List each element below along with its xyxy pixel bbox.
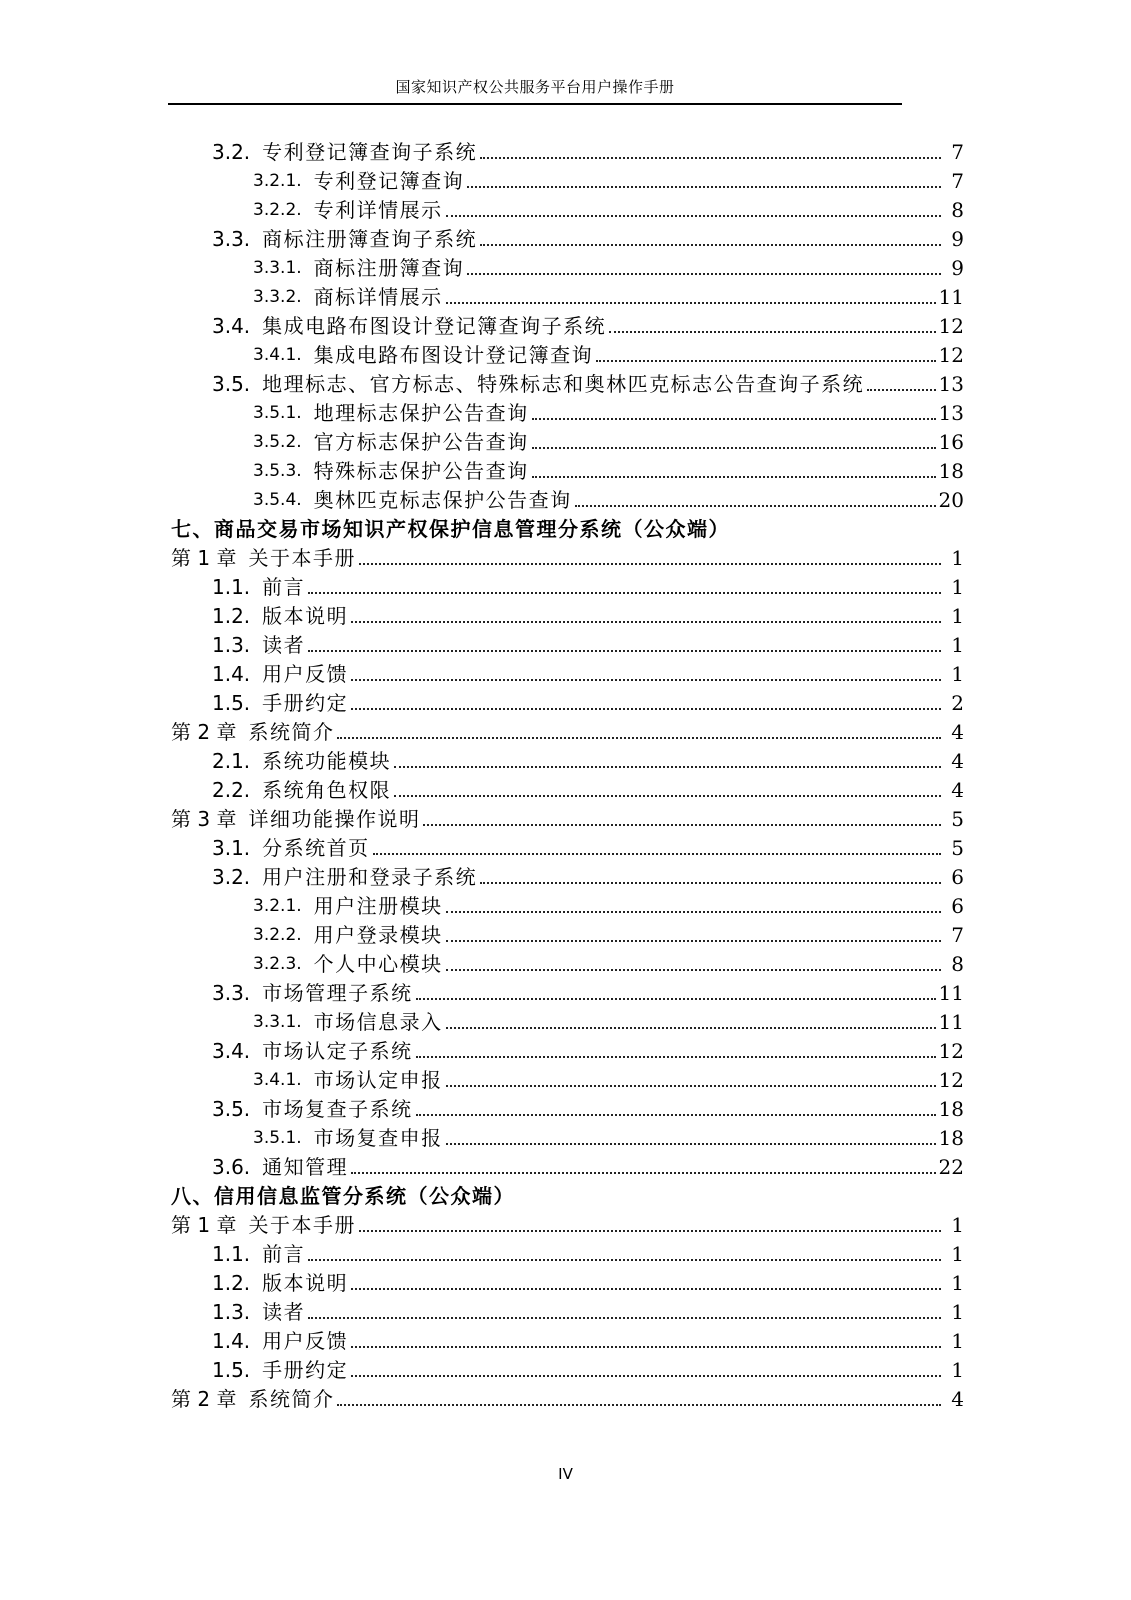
toc-entry-number: 1.3. — [212, 633, 251, 657]
toc-entry-title: 专利详情展示 — [313, 198, 443, 222]
toc-entry-page: 8 — [951, 198, 964, 222]
toc-entry-page: 4 — [951, 1387, 964, 1411]
toc-dot-leader — [337, 1404, 941, 1406]
toc-entry-title: 用户反馈 — [262, 1329, 349, 1353]
toc-entry-number: 1.4. — [212, 662, 251, 686]
page-header: 国家知识产权公共服务平台用户操作手册 — [395, 78, 675, 96]
toc-dot-leader — [446, 215, 941, 217]
toc-entry[interactable] — [253, 1124, 964, 1153]
toc-entry[interactable] — [212, 1153, 964, 1182]
toc-dot-leader — [467, 186, 941, 188]
toc-entry[interactable] — [212, 660, 964, 689]
toc-entry-number: 1.1. — [212, 575, 251, 599]
toc-entry[interactable] — [171, 544, 964, 573]
toc-entry-page: 1 — [951, 546, 964, 570]
toc-entry[interactable] — [212, 979, 964, 1008]
toc-entry-number: 3.5.3. — [253, 461, 302, 481]
toc-entry[interactable] — [212, 1327, 964, 1356]
toc-entry-page: 11 — [938, 981, 964, 1005]
toc-entry-title: 商标注册簿查询 — [313, 256, 465, 280]
toc-entry-title: 市场认定申报 — [313, 1068, 443, 1092]
toc-entry-title: 用户登录模块 — [313, 923, 443, 947]
toc-dot-leader — [446, 911, 941, 913]
toc-entry-page: 18 — [938, 1126, 964, 1150]
toc-entry-title: 版本说明 — [262, 604, 349, 628]
toc-entry-title: 市场复查申报 — [313, 1126, 443, 1150]
toc-dot-leader — [446, 1027, 936, 1029]
toc-entry[interactable] — [212, 602, 964, 631]
toc-part-heading[interactable] — [171, 1182, 964, 1211]
toc-entry-number: 3.4.1. — [253, 345, 302, 365]
toc-entry-title: 用户反馈 — [262, 662, 349, 686]
toc-dot-leader — [351, 679, 941, 681]
toc-entry-number: 1.4. — [212, 1329, 251, 1353]
toc-entry-number: 3.3.1. — [253, 258, 302, 278]
toc-entry[interactable] — [212, 1298, 964, 1327]
toc-entry-page: 8 — [951, 952, 964, 976]
toc-dot-leader — [575, 505, 936, 507]
toc-entry-number: 3.4. — [212, 314, 251, 338]
toc-dot-leader — [532, 447, 936, 449]
toc-entry-number: 第 3 章 — [171, 807, 237, 831]
toc-entry[interactable] — [253, 1066, 964, 1095]
toc-dot-leader — [446, 302, 936, 304]
toc-entry-title: 市场复查子系统 — [262, 1097, 413, 1121]
toc-entry-page: 1 — [951, 1358, 964, 1382]
toc-entry-number: 3.3. — [212, 981, 251, 1005]
toc-entry-page: 18 — [938, 1097, 964, 1121]
toc-entry[interactable] — [212, 776, 964, 805]
toc-entry[interactable] — [253, 950, 964, 979]
toc-entry-page: 13 — [938, 372, 964, 396]
toc-entry-number: 3.4.1. — [253, 1070, 302, 1090]
toc-entry[interactable] — [171, 1385, 964, 1414]
toc-entry[interactable] — [212, 1037, 964, 1066]
toc-dot-leader — [351, 1375, 941, 1377]
toc-entry-number: 1.5. — [212, 691, 251, 715]
toc-entry[interactable] — [253, 921, 964, 950]
toc-entry-title: 市场信息录入 — [313, 1010, 443, 1034]
toc-entry-page: 9 — [951, 256, 964, 280]
toc-entry-number: 3.2.2. — [253, 925, 302, 945]
toc-dot-leader — [373, 853, 941, 855]
toc-entry-title: 系统功能模块 — [262, 749, 392, 773]
toc-entry[interactable] — [212, 747, 964, 776]
toc-entry-title: 用户注册模块 — [313, 894, 443, 918]
toc-entry-number: 3.5.4. — [253, 490, 302, 510]
toc-entry-page: 12 — [938, 1039, 964, 1063]
toc-entry-number: 2.2. — [212, 778, 251, 802]
toc-entry-page: 7 — [951, 923, 964, 947]
toc-entry[interactable] — [253, 254, 964, 283]
toc-entry-number: 3.3. — [212, 227, 251, 251]
toc-entry-title: 用户注册和登录子系统 — [262, 865, 478, 889]
toc-entry[interactable] — [212, 689, 964, 718]
toc-entry-page: 12 — [938, 314, 964, 338]
toc-dot-leader — [359, 563, 941, 565]
toc-entry-page: 1 — [951, 575, 964, 599]
toc-dot-leader — [480, 882, 941, 884]
toc-entry[interactable] — [171, 718, 964, 747]
toc-entry-title: 关于本手册 — [248, 546, 356, 570]
toc-entry-number: 3.6. — [212, 1155, 251, 1179]
toc-entry-number: 3.2.1. — [253, 171, 302, 191]
toc-part-heading[interactable] — [171, 515, 964, 544]
toc-entry-number: 3.2. — [212, 140, 251, 164]
toc-entry[interactable] — [253, 196, 964, 225]
toc-entry-title: 商标详情展示 — [313, 285, 443, 309]
toc-entry[interactable] — [212, 225, 964, 254]
toc-dot-leader — [532, 418, 936, 420]
toc-entry-page: 1 — [951, 662, 964, 686]
toc-entry[interactable] — [253, 399, 964, 428]
toc-dot-leader — [308, 592, 941, 594]
toc-entry-page: 4 — [951, 720, 964, 744]
toc-entry-title: 手册约定 — [262, 691, 349, 715]
toc-dot-leader — [480, 244, 941, 246]
toc-entry-number: 2.1. — [212, 749, 251, 773]
toc-entry-page: 1 — [951, 1242, 964, 1266]
toc-dot-leader — [532, 476, 936, 478]
toc-entry-number: 3.5. — [212, 1097, 251, 1121]
toc-dot-leader — [446, 1143, 936, 1145]
toc-entry-number: 1.3. — [212, 1300, 251, 1324]
toc-dot-leader — [416, 1056, 936, 1058]
toc-dot-leader — [394, 766, 941, 768]
toc-entry-number: 第 1 章 — [171, 546, 237, 570]
header-rule — [168, 103, 902, 105]
toc-entry[interactable] — [212, 631, 964, 660]
toc-dot-leader — [351, 708, 941, 710]
toc-dot-leader — [351, 1172, 935, 1174]
toc-entry[interactable] — [171, 805, 964, 834]
toc-entry-title: 专利登记簿查询 — [313, 169, 465, 193]
toc-dot-leader — [467, 273, 941, 275]
toc-dot-leader — [351, 1346, 941, 1348]
toc-dot-leader — [446, 969, 941, 971]
toc-entry-number: 第 1 章 — [171, 1213, 237, 1237]
toc-entry-number: 3.3.2. — [253, 287, 302, 307]
toc-entry-number: 3.2.1. — [253, 896, 302, 916]
toc-entry-page: 7 — [951, 169, 964, 193]
toc-entry-title: 奥林匹克标志保护公告查询 — [313, 488, 572, 512]
toc-entry-title: 市场认定子系统 — [262, 1039, 413, 1063]
toc-entry-title: 通知管理 — [262, 1155, 349, 1179]
toc-entry-number: 3.4. — [212, 1039, 251, 1063]
toc-entry-title: 集成电路布图设计登记簿查询子系统 — [262, 314, 607, 338]
toc-entry-title: 特殊标志保护公告查询 — [313, 459, 529, 483]
toc-entry-title: 读者 — [262, 1300, 306, 1324]
toc-entry-title: 前言 — [262, 575, 306, 599]
toc-entry-page: 1 — [951, 1329, 964, 1353]
toc-entry-number: 3.2.2. — [253, 200, 302, 220]
toc-entry-page: 11 — [938, 1010, 964, 1034]
toc-entry[interactable] — [212, 573, 964, 602]
toc-entry-title: 七、商品交易市场知识产权保护信息管理分系统（公众端） — [171, 517, 730, 541]
toc-entry-number: 3.5.1. — [253, 1128, 302, 1148]
toc-entry-title: 关于本手册 — [248, 1213, 356, 1237]
toc-dot-leader — [351, 1288, 941, 1290]
toc-entry-page: 6 — [951, 865, 964, 889]
toc-entry-number: 1.2. — [212, 604, 251, 628]
toc-entry-title: 读者 — [262, 633, 306, 657]
toc-entry-number: 3.2. — [212, 865, 251, 889]
toc-entry-page: 5 — [951, 807, 964, 831]
toc-entry-number: 1.2. — [212, 1271, 251, 1295]
toc-entry-title: 集成电路布图设计登记簿查询 — [313, 343, 594, 367]
toc-entry[interactable] — [171, 1211, 964, 1240]
toc-entry-title: 系统简介 — [248, 720, 335, 744]
toc-dot-leader — [308, 1259, 941, 1261]
toc-entry-page: 12 — [938, 343, 964, 367]
toc-entry-title: 系统简介 — [248, 1387, 335, 1411]
toc-dot-leader — [308, 650, 941, 652]
toc-entry-page: 12 — [938, 1068, 964, 1092]
toc-entry-title: 分系统首页 — [262, 836, 370, 860]
toc-entry-number: 3.3.1. — [253, 1012, 302, 1032]
toc-entry[interactable] — [212, 834, 964, 863]
toc-entry-number: 3.5. — [212, 372, 251, 396]
toc-entry-number: 3.1. — [212, 836, 251, 860]
toc-entry-page: 1 — [951, 1271, 964, 1295]
toc-dot-leader — [867, 389, 935, 391]
toc-entry[interactable] — [212, 1095, 964, 1124]
toc-entry[interactable] — [212, 138, 964, 167]
toc-dot-leader — [351, 621, 941, 623]
toc-entry[interactable] — [253, 341, 964, 370]
toc-entry-page: 1 — [951, 1213, 964, 1237]
toc-entry-page: 7 — [951, 140, 964, 164]
toc-entry-title: 前言 — [262, 1242, 306, 1266]
toc-entry-title: 系统角色权限 — [262, 778, 392, 802]
toc-entry[interactable] — [253, 167, 964, 196]
toc-entry[interactable] — [212, 1269, 964, 1298]
toc-entry[interactable] — [212, 312, 964, 341]
toc-entry-title: 商标注册簿查询子系统 — [262, 227, 478, 251]
toc-entry-page: 13 — [938, 401, 964, 425]
toc-entry-page: 1 — [951, 604, 964, 628]
toc-entry-title: 专利登记簿查询子系统 — [262, 140, 478, 164]
toc-dot-leader — [416, 1114, 936, 1116]
toc-entry-number: 1.1. — [212, 1242, 251, 1266]
toc-entry[interactable] — [253, 428, 964, 457]
toc-entry-number: 3.5.1. — [253, 403, 302, 423]
toc-dot-leader — [480, 157, 941, 159]
toc-dot-leader — [609, 331, 935, 333]
toc-entry-page: 6 — [951, 894, 964, 918]
toc-dot-leader — [337, 737, 941, 739]
toc-entry[interactable] — [253, 457, 964, 486]
toc-entry-title: 版本说明 — [262, 1271, 349, 1295]
toc-entry-title: 手册约定 — [262, 1358, 349, 1382]
page-number: IV — [558, 1465, 573, 1483]
toc-entry[interactable] — [212, 1240, 964, 1269]
toc-dot-leader — [446, 1085, 936, 1087]
toc-entry-page: 18 — [938, 459, 964, 483]
toc-entry[interactable] — [253, 283, 964, 312]
toc-entry-page: 4 — [951, 749, 964, 773]
toc-dot-leader — [394, 795, 941, 797]
toc-entry-page: 1 — [951, 1300, 964, 1324]
toc-dot-leader — [416, 998, 936, 1000]
toc-entry-title: 地理标志保护公告查询 — [313, 401, 529, 425]
toc-entry-title: 个人中心模块 — [313, 952, 443, 976]
toc-entry[interactable] — [212, 1356, 964, 1385]
toc-entry-title: 地理标志、官方标志、特殊标志和奥林匹克标志公告查询子系统 — [262, 372, 865, 396]
toc-entry-title: 官方标志保护公告查询 — [313, 430, 529, 454]
toc-entry[interactable] — [253, 892, 964, 921]
toc-entry-page: 1 — [951, 633, 964, 657]
toc-entry-number: 1.5. — [212, 1358, 251, 1382]
toc-entry-page: 4 — [951, 778, 964, 802]
toc-entry[interactable] — [212, 370, 964, 399]
toc-entry-number: 第 2 章 — [171, 720, 237, 744]
toc-entry-number: 3.2.3. — [253, 954, 302, 974]
toc-dot-leader — [446, 940, 941, 942]
toc-dot-leader — [308, 1317, 941, 1319]
toc-entry-page: 9 — [951, 227, 964, 251]
toc-entry-page: 22 — [938, 1155, 964, 1179]
toc-entry-page: 2 — [951, 691, 964, 715]
toc-entry[interactable] — [253, 486, 964, 515]
toc-dot-leader — [359, 1230, 941, 1232]
toc-entry-title: 市场管理子系统 — [262, 981, 413, 1005]
toc-entry-page: 20 — [938, 488, 964, 512]
toc-entry[interactable] — [212, 863, 964, 892]
toc-entry-page: 11 — [938, 285, 964, 309]
toc-entry-title: 八、信用信息监管分系统（公众端） — [171, 1184, 515, 1208]
toc-dot-leader — [423, 824, 941, 826]
toc-entry-title: 详细功能操作说明 — [248, 807, 421, 831]
toc-dot-leader — [596, 360, 935, 362]
toc-entry-page: 16 — [938, 430, 964, 454]
toc-entry-number: 第 2 章 — [171, 1387, 237, 1411]
toc-entry-page: 5 — [951, 836, 964, 860]
toc-entry[interactable] — [253, 1008, 964, 1037]
toc-entry-number: 3.5.2. — [253, 432, 302, 452]
